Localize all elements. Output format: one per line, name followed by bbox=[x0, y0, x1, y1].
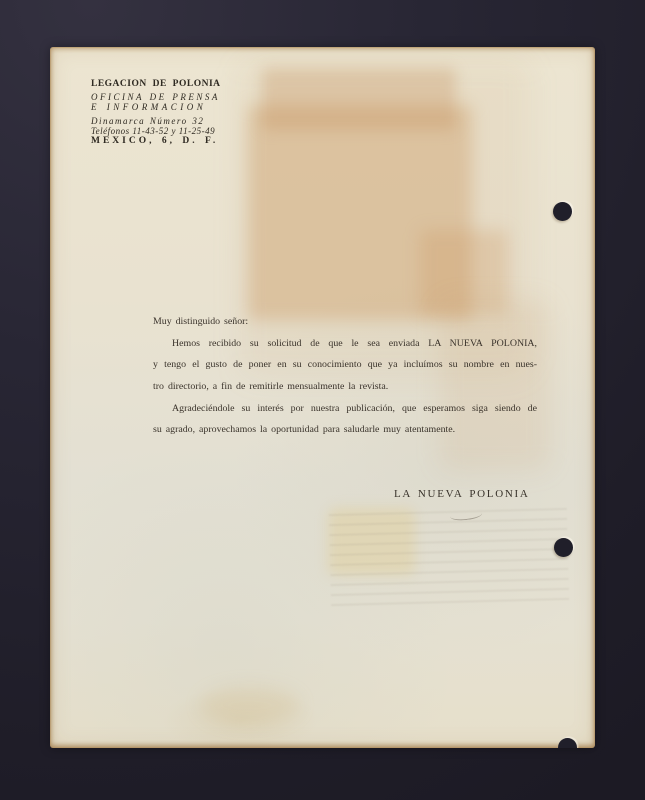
stain-top-band bbox=[262, 68, 456, 130]
stain-main bbox=[248, 105, 472, 320]
signature-line: LA NUEVA POLONIA bbox=[394, 488, 530, 500]
body-line: y tengo el gusto de poner en su conocimiento que ya incluímos su nombre en nues- bbox=[153, 359, 537, 371]
punch-hole-bottom-edge bbox=[558, 738, 577, 748]
stain-right-extension bbox=[420, 230, 508, 315]
punch-hole-middle bbox=[554, 538, 573, 557]
bleedthrough-ghost-text bbox=[329, 502, 570, 614]
letterhead-office-line2: E INFORMACION bbox=[91, 101, 207, 112]
stain-below-signature bbox=[328, 508, 415, 575]
smudge-bottom bbox=[200, 685, 300, 725]
letterhead-org-name: LEGACION DE POLONIA bbox=[91, 79, 221, 89]
body-line: su agrado, aprovechamos la oportunidad para saludarle muy atentamente. bbox=[153, 424, 456, 436]
letter-body bbox=[153, 311, 537, 441]
body-line: Hemos recibido su solicitud de que le sea enviada LA NUEVA POLONIA, bbox=[172, 337, 537, 349]
letterhead-office-line1: OFICINA DE PRENSA bbox=[91, 91, 220, 102]
letter-paper bbox=[50, 47, 595, 748]
letterhead-address: Dinamarca Número 32 bbox=[91, 115, 205, 126]
salutation: Muy distinguido señor: bbox=[153, 316, 249, 327]
body-line: tro directorio, a fin de remitirle mensualmente la revista. bbox=[153, 381, 389, 393]
pencil-scribble bbox=[450, 508, 483, 521]
punch-hole-top bbox=[553, 202, 572, 221]
letterhead-phones: Teléfonos 11-43-52 y 11-25-49 bbox=[91, 125, 216, 136]
letterhead-city: MEXICO, 6, D. F. bbox=[91, 136, 219, 146]
body-line: Agradeciéndole su interés por nuestra publicación, que esperamos siga siendo de bbox=[172, 402, 537, 414]
